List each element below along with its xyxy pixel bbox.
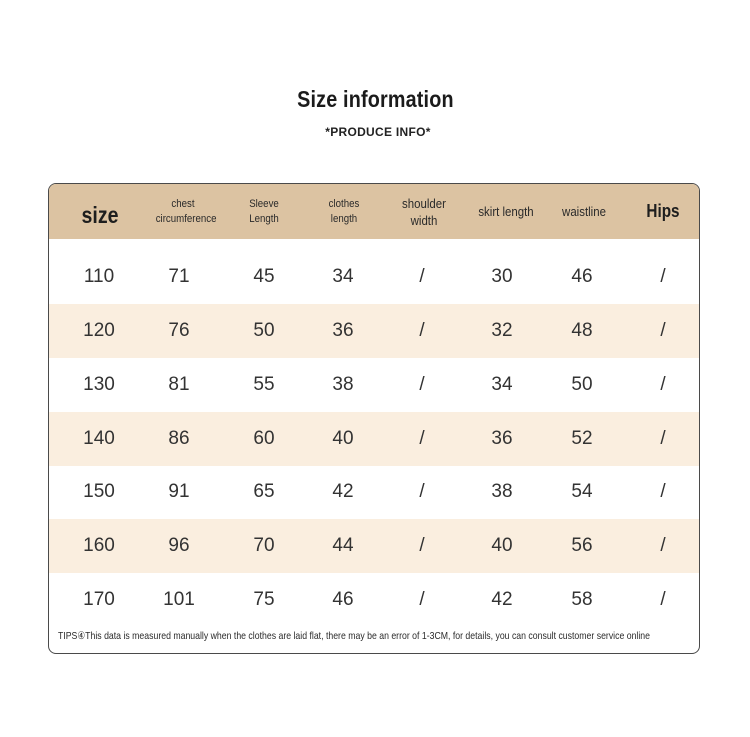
table-cell: 130 bbox=[83, 374, 115, 395]
table-cell: 96 bbox=[168, 535, 190, 556]
table-cell: 40 bbox=[332, 428, 354, 449]
table-cell: 150 bbox=[83, 481, 115, 502]
header-sleeve-length: Sleeve Length bbox=[249, 197, 279, 225]
table-row bbox=[49, 465, 699, 519]
table-cell: 170 bbox=[83, 589, 115, 610]
table-cell: 38 bbox=[491, 481, 513, 502]
table-cell: / bbox=[419, 481, 425, 502]
table-cell: / bbox=[419, 266, 425, 287]
header-hips: Hips bbox=[646, 201, 680, 221]
table-cell: 110 bbox=[83, 266, 115, 287]
table-cell: 58 bbox=[571, 589, 593, 610]
table-cell: / bbox=[660, 589, 666, 610]
table-cell: 42 bbox=[332, 481, 354, 502]
table-row bbox=[49, 304, 699, 358]
table-cell: 42 bbox=[491, 589, 513, 610]
table-cell: / bbox=[660, 374, 666, 395]
table-cell: 40 bbox=[491, 535, 513, 556]
table-cell: 32 bbox=[491, 320, 513, 341]
table-cell: 50 bbox=[253, 320, 275, 341]
table-row bbox=[49, 412, 699, 466]
header-skirt-length: skirt length bbox=[478, 204, 534, 219]
table-cell: 34 bbox=[332, 266, 354, 287]
table-cell: 52 bbox=[571, 428, 593, 449]
table-cell: / bbox=[419, 535, 425, 556]
table-row bbox=[49, 250, 699, 304]
table-cell: / bbox=[660, 320, 666, 341]
table-cell: / bbox=[419, 589, 425, 610]
header-chest-circumference: chest circumference bbox=[155, 197, 217, 225]
table-cell: 36 bbox=[332, 320, 354, 341]
table-row bbox=[49, 573, 699, 627]
table-row bbox=[49, 358, 699, 412]
table-cell: 101 bbox=[163, 589, 195, 610]
table-cell: / bbox=[660, 535, 666, 556]
table-cell: 140 bbox=[83, 428, 115, 449]
table-cell: 48 bbox=[571, 320, 593, 341]
header-size: size bbox=[81, 202, 119, 228]
table-cell: / bbox=[419, 428, 425, 449]
table-cell: 75 bbox=[253, 589, 275, 610]
table-cell: 46 bbox=[332, 589, 354, 610]
table-cell: 34 bbox=[491, 374, 513, 395]
header-clothes-length: clothes length bbox=[328, 197, 360, 225]
page-subtitle: *PRODUCE INFO* bbox=[325, 125, 431, 139]
table-cell: / bbox=[419, 320, 425, 341]
table-cell: 45 bbox=[253, 266, 275, 287]
table-cell: 38 bbox=[332, 374, 354, 395]
tips-note: TIPS④This data is measured manually when the clothes are laid flat, there may be an error of 1-3CM, for details, you can consult customer service online bbox=[58, 630, 650, 642]
table-cell: 60 bbox=[253, 428, 275, 449]
table-cell: 65 bbox=[253, 481, 275, 502]
table-cell: 81 bbox=[168, 374, 190, 395]
table-cell: 160 bbox=[83, 535, 115, 556]
table-cell: / bbox=[660, 266, 666, 287]
table-cell: 91 bbox=[168, 481, 190, 502]
table-cell: / bbox=[660, 481, 666, 502]
table-cell: / bbox=[419, 374, 425, 395]
table-cell: / bbox=[660, 428, 666, 449]
table-cell: 36 bbox=[491, 428, 513, 449]
size-table bbox=[48, 183, 700, 654]
table-header-row bbox=[49, 184, 699, 239]
table-cell: 71 bbox=[168, 266, 190, 287]
table-cell: 86 bbox=[168, 428, 190, 449]
table-cell: 120 bbox=[83, 320, 115, 341]
table-cell: 46 bbox=[571, 266, 593, 287]
table-cell: 70 bbox=[253, 535, 275, 556]
table-cell: 56 bbox=[571, 535, 593, 556]
table-cell: 76 bbox=[168, 320, 190, 341]
table-cell: 55 bbox=[253, 374, 275, 395]
table-cell: 30 bbox=[491, 266, 513, 287]
table-cell: 44 bbox=[332, 535, 354, 556]
page-title: Size information bbox=[297, 86, 454, 112]
header-shoulder-width: shoulder width bbox=[402, 195, 446, 228]
table-cell: 50 bbox=[571, 374, 593, 395]
header-waistline: waistline bbox=[562, 204, 606, 219]
table-cell: 54 bbox=[571, 481, 593, 502]
table-row bbox=[49, 519, 699, 573]
